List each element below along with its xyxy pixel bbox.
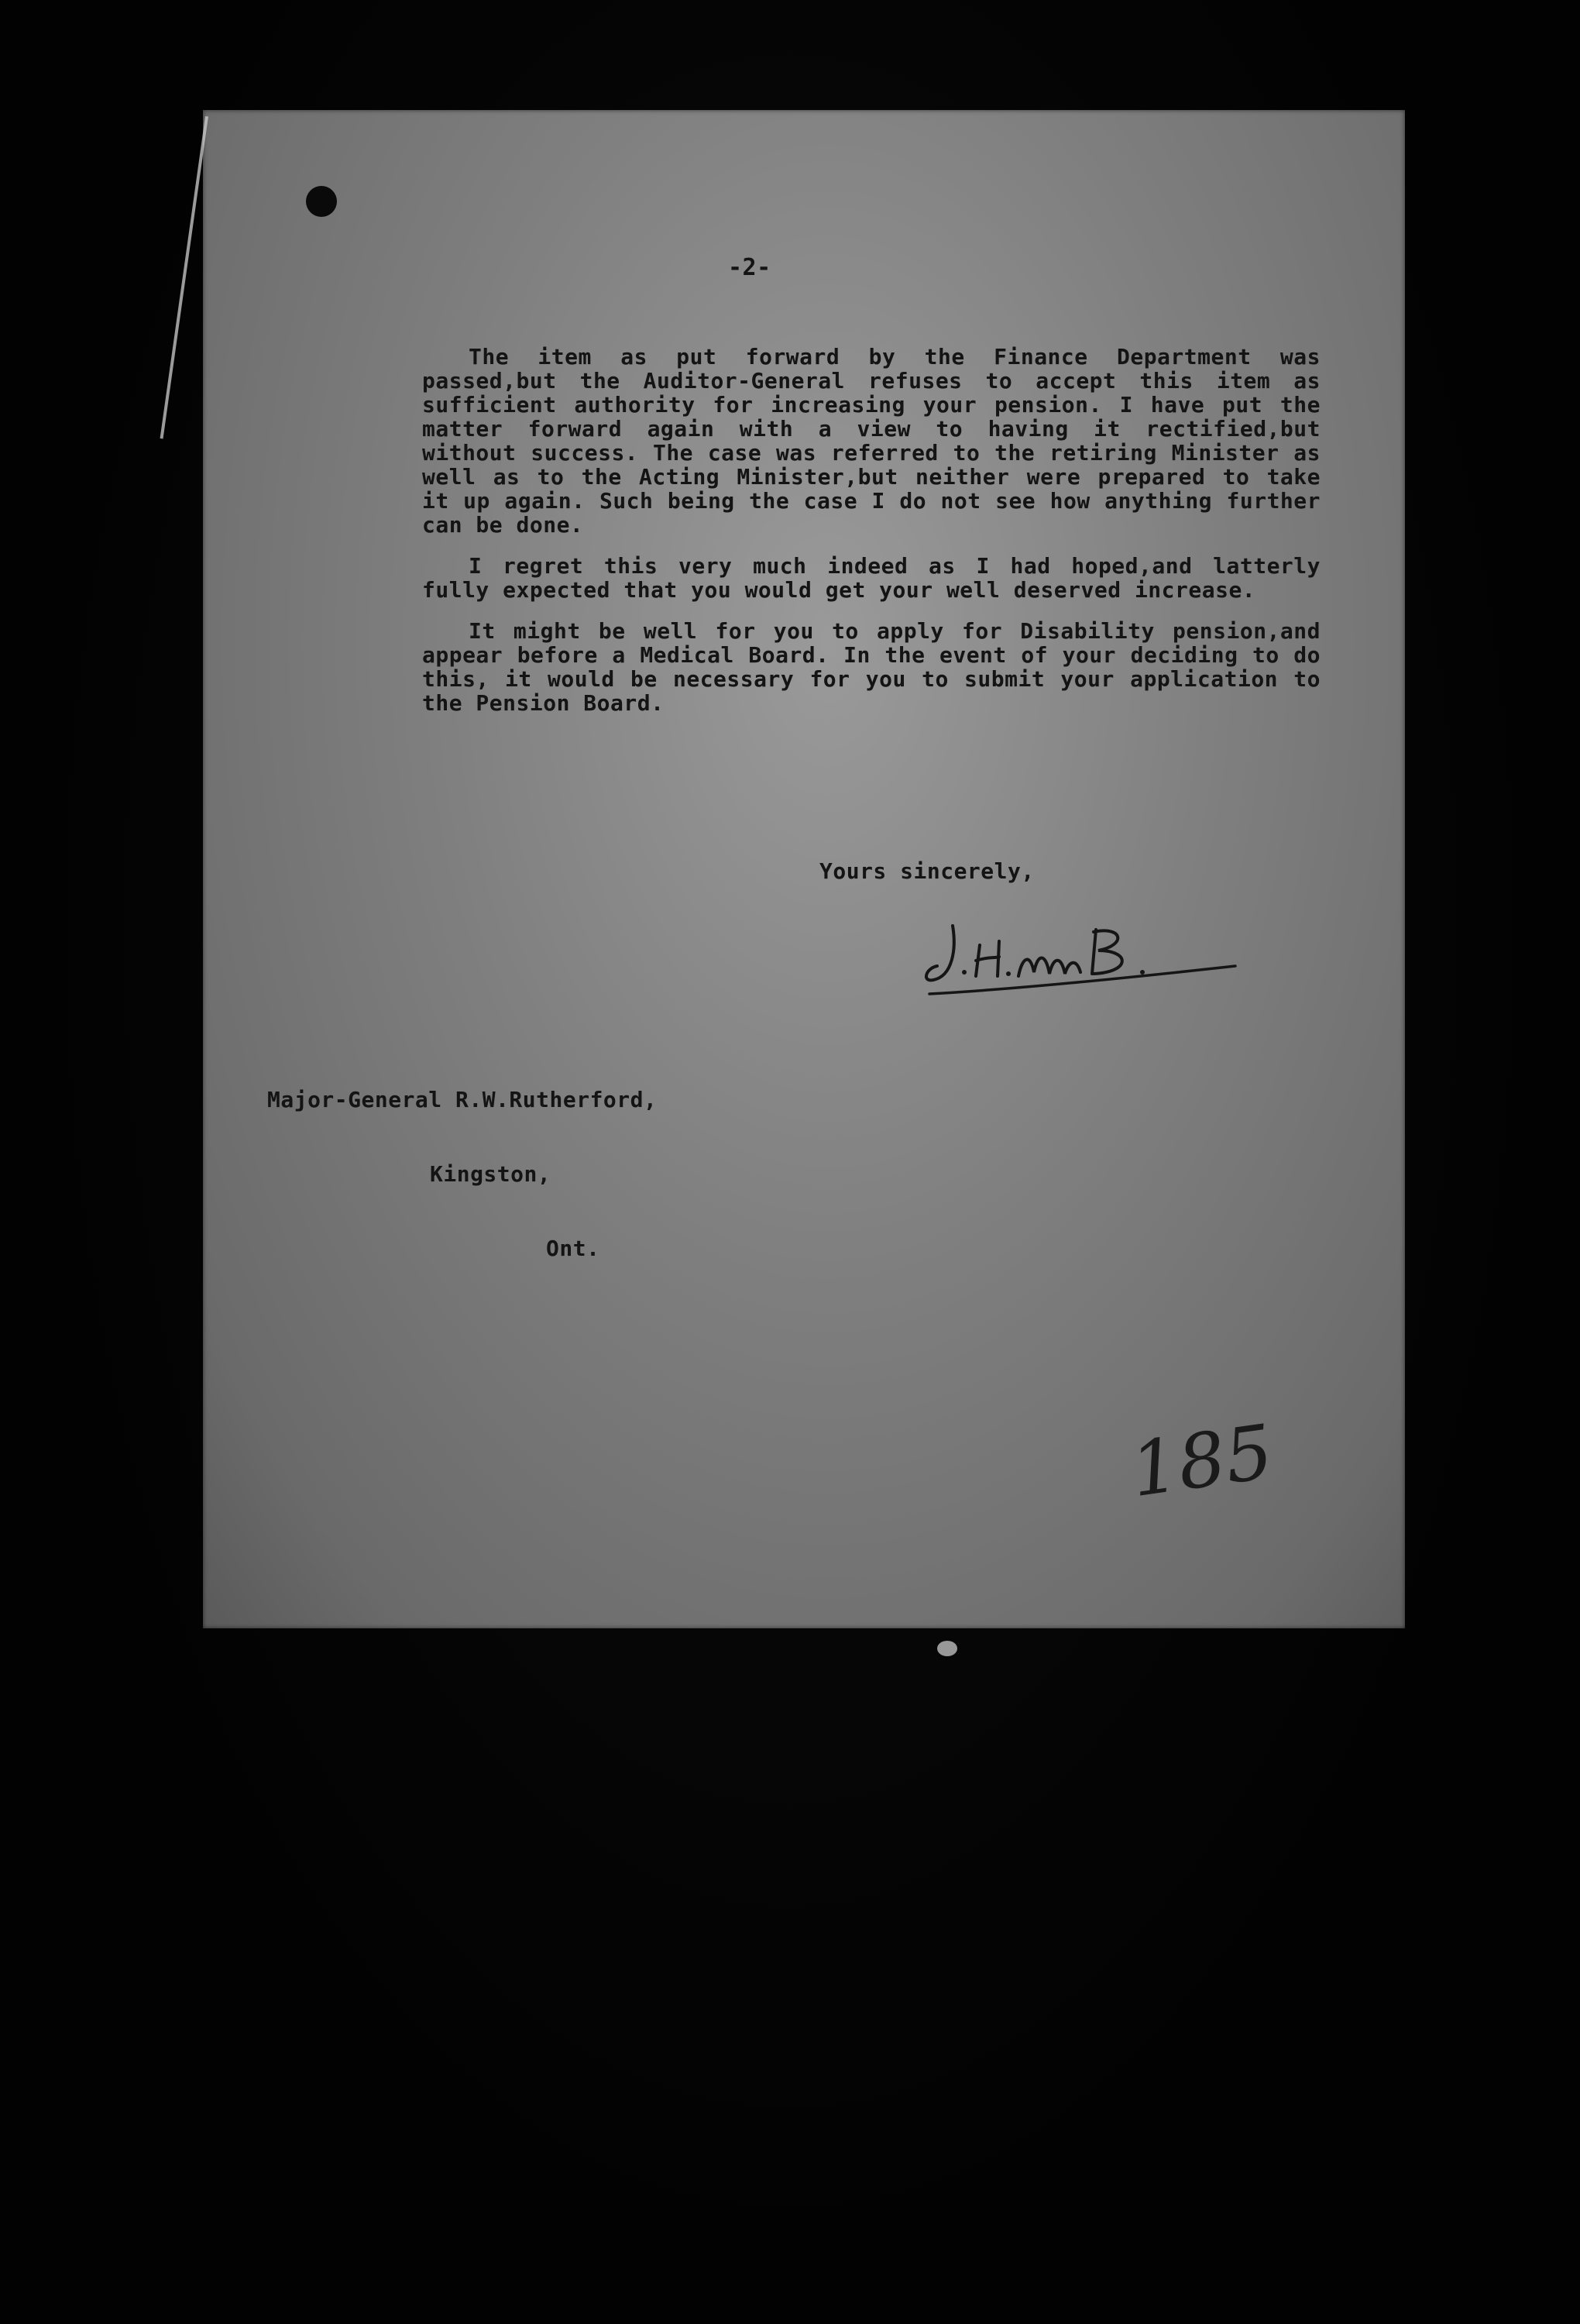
paragraph-2: I regret this very much indeed as I had hoped,and latterly fully expected that you would get your well deserved increase. — [422, 553, 1321, 603]
paragraph-1: The item as put forward by the Finance Department was passed,but the Auditor-General refuses to accept this item as sufficient authority for increasing your pension. I have put the matter forward again with a view to having it rectified,but without success. The case was referred to the retiring Minister as well as to the Acting Minister,but neither were prepared to take it up again. Such being the case I do not see how anything further can be done. — [422, 344, 1321, 538]
page-number: -2- — [728, 254, 771, 281]
paragraph-3: It might be well for you to apply for Disability pension,and appear before a Medical Board. In the event of your deciding to do this, it would be necessary for you to submit your application to the Pension Board. — [422, 618, 1321, 716]
film-frame-mark-icon — [937, 1641, 957, 1656]
punch-hole-icon — [306, 186, 337, 217]
addressee-province: Ont. — [546, 1236, 600, 1261]
handwritten-signature-icon — [922, 902, 1247, 1007]
letter-page — [203, 110, 1405, 1628]
addressee-city: Kingston, — [430, 1161, 551, 1187]
addressee-name: Major-General R.W.Rutherford, — [267, 1087, 658, 1112]
handwritten-file-number: 185 — [1125, 1408, 1279, 1514]
letter-body — [422, 345, 1321, 732]
addressee-block — [267, 1038, 657, 1286]
closing-salutation: Yours sincerely, — [819, 858, 1035, 884]
